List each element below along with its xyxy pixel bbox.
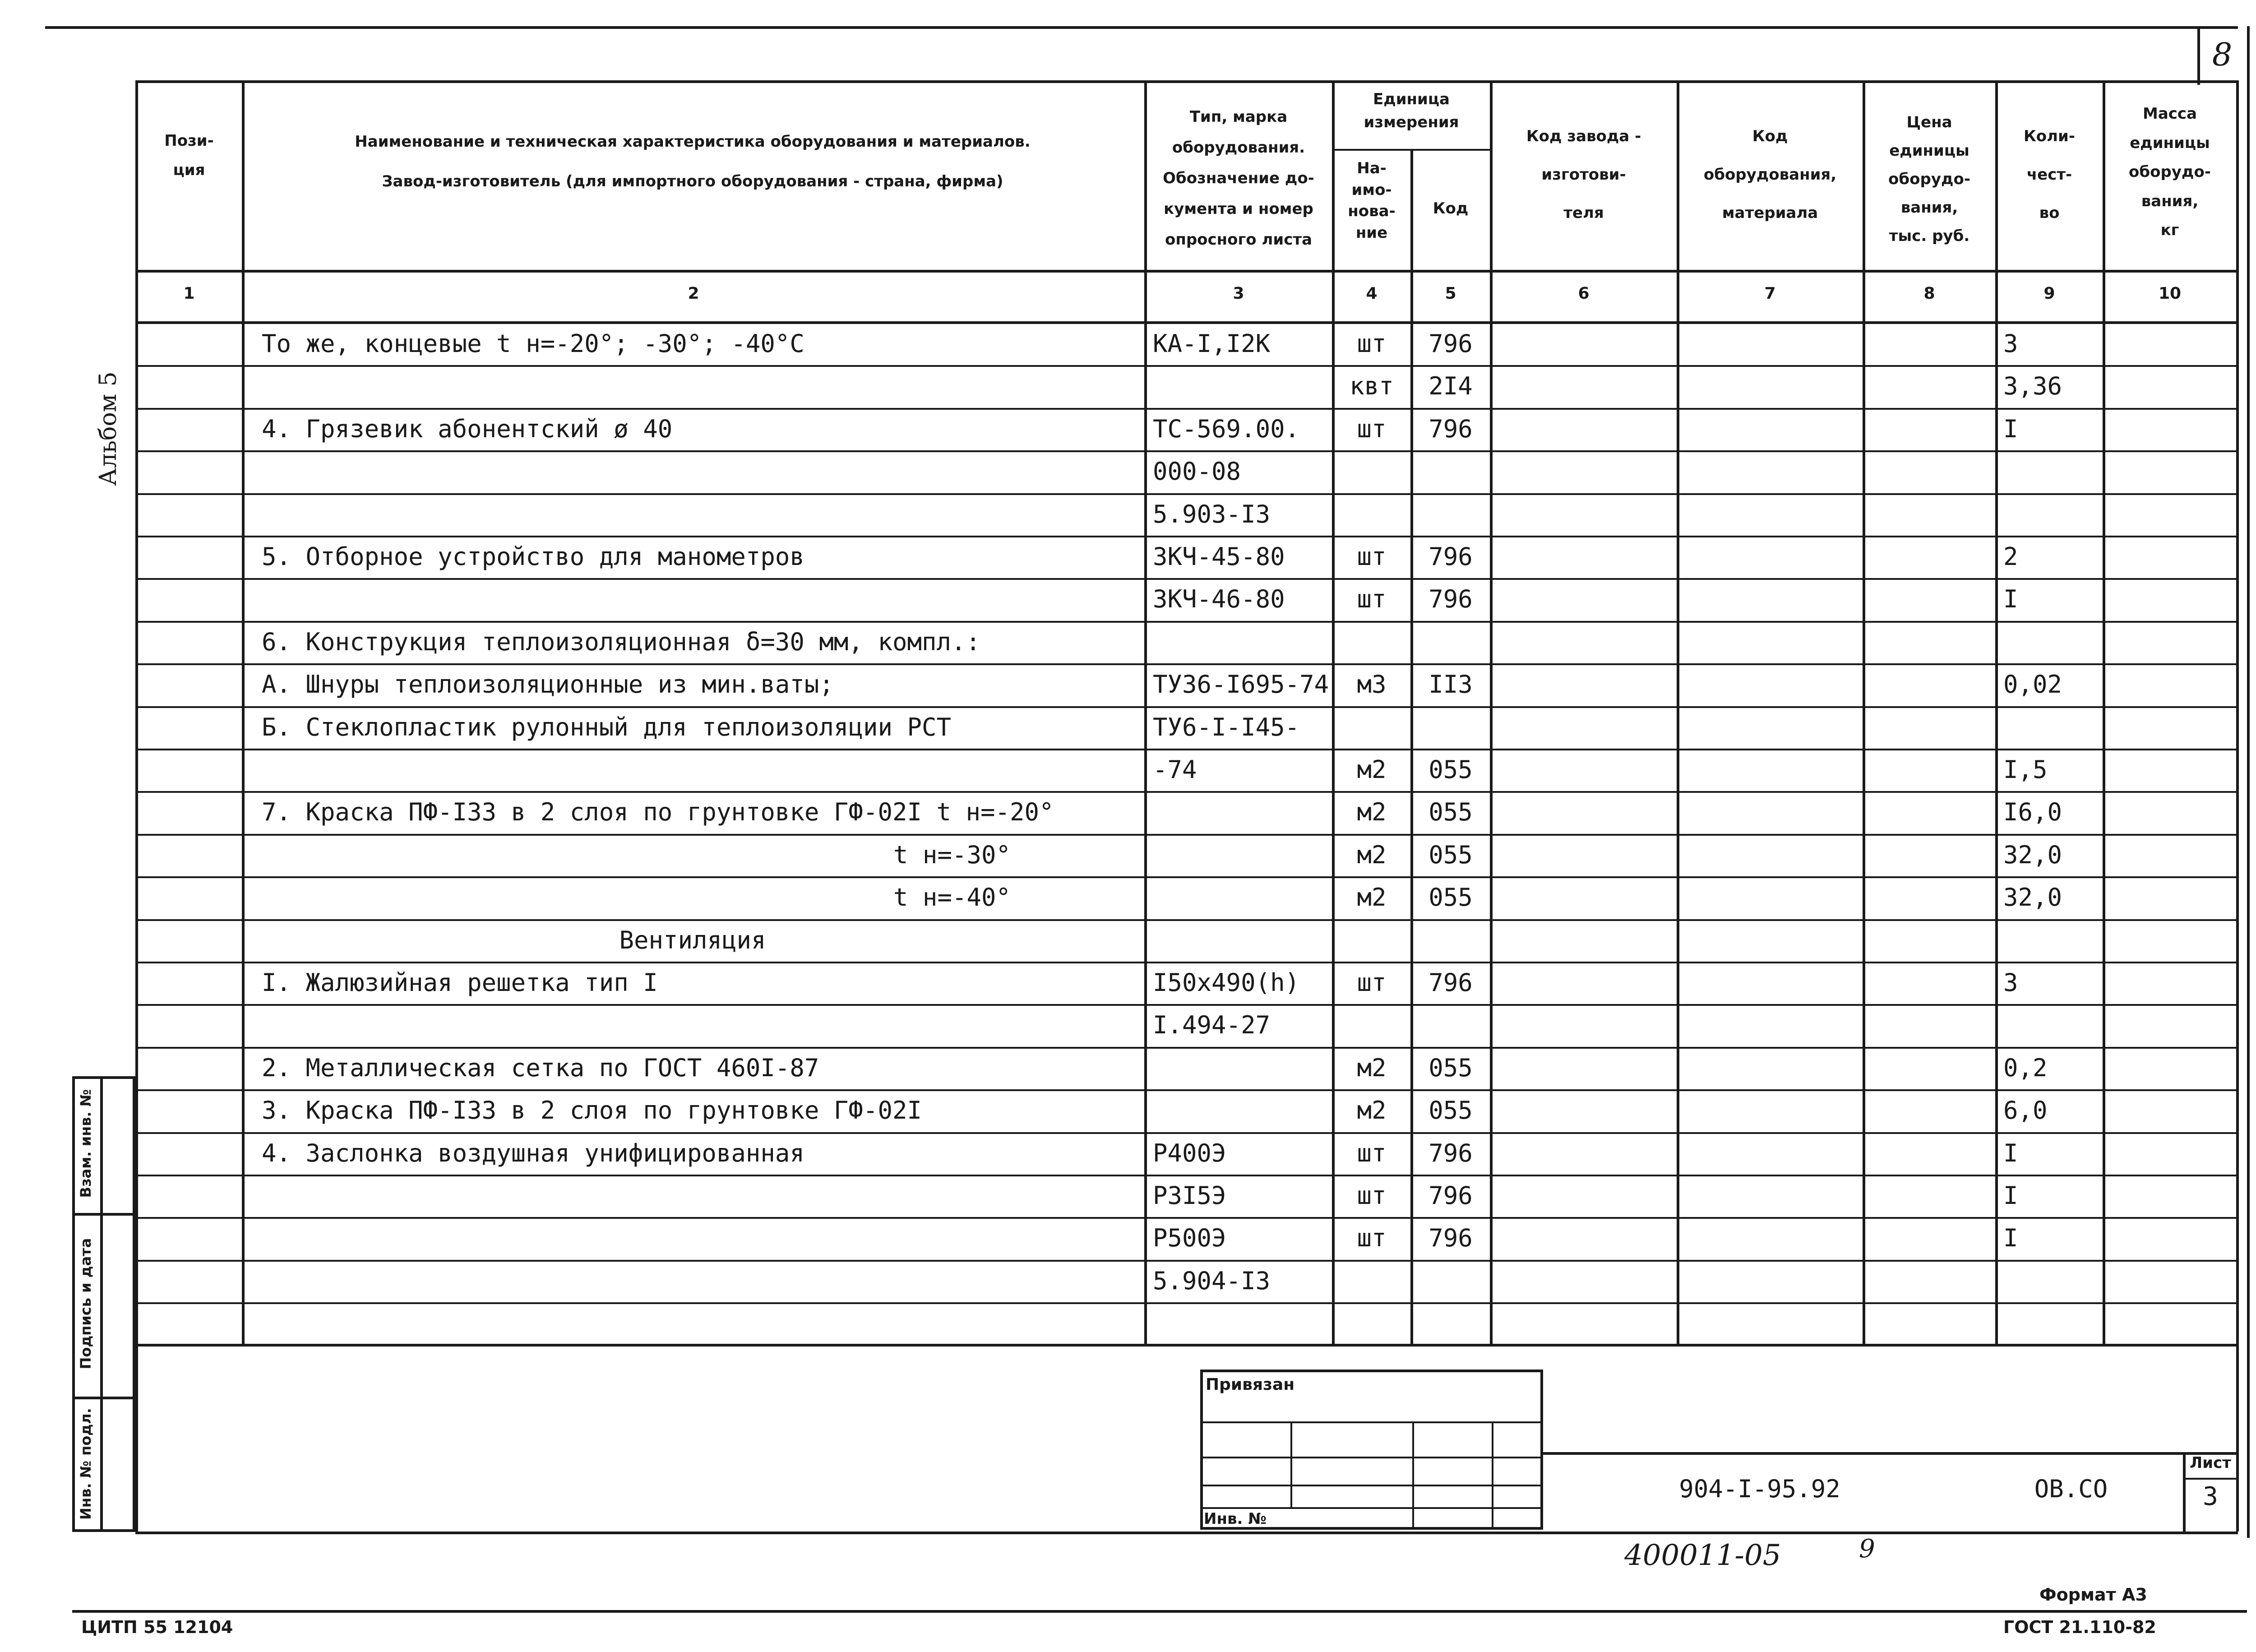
item-quantity: I6,0 [2003, 798, 2062, 826]
colnum-6: 6 [1578, 284, 1590, 303]
row-separator [135, 1175, 2238, 1176]
item-type-mark: I50x490(h) [1153, 968, 1300, 997]
row-separator [135, 536, 2238, 537]
bottom-border-line [72, 1610, 2247, 1613]
item-type-mark: -74 [1153, 755, 1197, 784]
col-numbers-bottom-line [135, 321, 2238, 324]
item-name: t н=-40° [893, 883, 1011, 912]
item-type-mark: Р3I5Э [1153, 1181, 1226, 1210]
item-name: 6. Конструкция теплоизоляционная δ=30 мм, компл.: [262, 628, 981, 656]
item-type-mark: ТУ36-I695-74 [1153, 670, 1329, 699]
item-unit-code: 796 [1428, 968, 1473, 997]
colnum-7: 7 [1764, 284, 1776, 303]
item-name: То же, концевые t н=-20°; -30°; -40°С [262, 329, 804, 358]
item-quantity: 32,0 [2003, 883, 2062, 912]
item-name: 2. Металлическая сетка по ГОСТ 460I-87 [262, 1054, 819, 1082]
header-col1: Пози- ция [164, 132, 214, 179]
unit-group-line [1332, 149, 1490, 151]
handwritten-number: 400011-05 [1624, 1539, 1781, 1572]
item-unit-code: 055 [1428, 798, 1473, 826]
stamp-sheet-split-line [2183, 1478, 2237, 1480]
sheet-number-top: 8 [2212, 36, 2233, 73]
item-unit-code: 055 [1428, 755, 1473, 784]
row-separator [135, 578, 2238, 580]
item-unit: шт [1357, 968, 1387, 997]
item-unit: м2 [1357, 1054, 1387, 1082]
col-sep-2 [1144, 80, 1147, 1344]
row-separator [135, 706, 2238, 708]
item-unit-code: 055 [1428, 883, 1473, 912]
item-unit-code: 796 [1428, 585, 1473, 613]
item-quantity: I [2003, 415, 2018, 443]
item-type-mark: 5.904-I3 [1153, 1267, 1271, 1295]
item-quantity: 0,02 [2003, 670, 2062, 699]
footer-format: Формат А3 [2039, 1585, 2147, 1605]
colnum-3: 3 [1233, 284, 1244, 303]
item-unit-code: 796 [1428, 329, 1473, 358]
footer-org-code: ЦИТП 55 12104 [81, 1617, 233, 1637]
item-quantity: 3 [2003, 329, 2018, 358]
row-separator [135, 1132, 2238, 1134]
item-name: t н=-30° [893, 841, 1011, 869]
item-unit: м2 [1357, 1096, 1387, 1124]
item-unit-code: 2I4 [1428, 372, 1473, 400]
header-unit-group: Единица измерения [1364, 90, 1459, 131]
header-col8: Цена единицы оборудо- вания, тыс. руб. [1888, 113, 1970, 245]
item-name: 4. Заслонка воздушная унифицированная [262, 1139, 804, 1167]
stamp-doc-code: 904-I-95.92 [1679, 1475, 1840, 1503]
row-separator [135, 1302, 2238, 1304]
stamp-sheet-label: Лист [2190, 1454, 2231, 1472]
header-col5: Код [1433, 199, 1469, 217]
stamp-privyazan-label: Привязан [1206, 1375, 1295, 1394]
colnum-4: 4 [1366, 284, 1378, 303]
item-name: А. Шнуры теплоизоляционные из мин.ваты; [262, 670, 834, 699]
item-type-mark: ТУ6-I-I45- [1153, 713, 1300, 741]
item-quantity: 32,0 [2003, 841, 2062, 869]
item-unit: шт [1357, 415, 1387, 443]
item-name: 5. Отборное устройство для манометров [262, 542, 804, 571]
row-separator [135, 834, 2238, 836]
stamp-doc-mark: ОВ.СО [2034, 1475, 2108, 1503]
left-strip-podpis-data: Подпись и дата [77, 1238, 94, 1370]
header-col9: Коли- чест- во [2024, 127, 2075, 222]
stamp-vline-3 [1492, 1421, 1493, 1530]
album-label: Альбом 5 [95, 371, 122, 486]
top-border-line [45, 26, 2238, 29]
col-sep-1 [242, 80, 245, 1344]
sheet-box-left-line [2197, 26, 2200, 85]
item-unit: м3 [1357, 670, 1387, 699]
item-unit-code: 796 [1428, 1181, 1473, 1210]
item-unit: м2 [1357, 755, 1387, 784]
header-col2: Наименование и техническая характеристика оборудования и материалов. Завод-изготовитель (для импортного оборудования - страна, фирма) [355, 133, 1031, 191]
item-unit-code: 796 [1428, 1139, 1473, 1167]
item-quantity: 0,2 [2003, 1054, 2048, 1082]
item-unit-code: 796 [1428, 542, 1473, 571]
item-unit: шт [1357, 585, 1387, 613]
item-name: Б. Стеклопластик рулонный для теплоизоляции РСТ [262, 713, 952, 741]
row-separator [135, 408, 2238, 410]
row-separator [135, 791, 2238, 793]
item-unit-code: 055 [1428, 1054, 1473, 1082]
row-separator [135, 1047, 2238, 1049]
row-separator [135, 621, 2238, 623]
row-separator [135, 876, 2238, 878]
item-type-mark: Р500Э [1153, 1224, 1226, 1252]
table-top-line [135, 80, 2238, 83]
item-name: I. Жалюзийная решетка тип I [262, 968, 658, 997]
left-strip-inv-podl: Инв. № подл. [77, 1408, 94, 1520]
header-col10: Масса единицы оборудо- вания, кг [2129, 105, 2211, 240]
row-separator [135, 1217, 2238, 1219]
right-border-line [2247, 26, 2250, 1538]
item-unit: м2 [1357, 798, 1387, 826]
item-name: Вентиляция [619, 926, 766, 954]
left-strip-vzam-inv: Взам. инв. № [77, 1089, 94, 1198]
item-type-mark: КА-I,I2К [1153, 329, 1271, 358]
footer-gost: ГОСТ 21.110-82 [2003, 1617, 2156, 1637]
row-separator [135, 919, 2238, 921]
header-col3: Тип, марка оборудования. Обозначение до- кумента и номер опросного листа [1163, 108, 1314, 249]
item-quantity: 2 [2003, 542, 2018, 571]
col-sep-6 [1677, 80, 1679, 1344]
colnum-10: 10 [2158, 284, 2182, 303]
item-type-mark: I.494-27 [1153, 1011, 1271, 1039]
handwritten-small: 9 [1859, 1534, 1875, 1564]
item-unit: шт [1357, 1139, 1387, 1167]
left-strip-split [100, 1076, 103, 1532]
row-separator [135, 1089, 2238, 1091]
item-unit: шт [1357, 542, 1387, 571]
col-sep-9 [2103, 80, 2105, 1344]
frame-bottom-line [135, 1532, 2238, 1534]
item-unit: шт [1357, 1181, 1387, 1210]
row-separator [135, 365, 2238, 367]
row-separator [135, 493, 2238, 495]
stamp-main-top-line [1543, 1452, 2238, 1455]
item-unit: шт [1357, 1224, 1387, 1252]
item-quantity: I,5 [2003, 755, 2048, 784]
row-separator [135, 450, 2238, 452]
header-col7: Код оборудования, материала [1703, 127, 1837, 222]
row-separator [135, 962, 2238, 963]
colnum-2: 2 [688, 284, 699, 303]
item-type-mark: 5.903-I3 [1153, 500, 1271, 528]
header-col4: На- имо- нова- ние [1348, 159, 1396, 242]
item-name: 4. Грязевик абонентский ø 40 [262, 415, 673, 443]
item-unit: шт [1357, 329, 1387, 358]
colnum-5: 5 [1445, 284, 1456, 303]
item-quantity: I [2003, 585, 2018, 613]
header-col6: Код завода - изготови- теля [1526, 127, 1641, 222]
row-separator [135, 1260, 2238, 1262]
table-bottom-line [135, 1344, 2238, 1347]
item-unit: м2 [1357, 841, 1387, 869]
item-unit-code: 796 [1428, 415, 1473, 443]
stamp-inv-no-label: Инв. № [1204, 1510, 1267, 1528]
colnum-9: 9 [2043, 284, 2055, 303]
item-quantity: 3,36 [2003, 372, 2062, 400]
item-quantity: 6,0 [2003, 1096, 2048, 1124]
item-type-mark: 000-08 [1153, 457, 1241, 486]
stamp-vline-1 [1290, 1421, 1292, 1507]
row-separator [135, 749, 2238, 750]
col-sep-7 [1863, 80, 1865, 1344]
stamp-vline-2 [1412, 1421, 1414, 1530]
row-separator [135, 663, 2238, 665]
item-type-mark: ТС-569.00. [1153, 415, 1300, 443]
item-unit-code: 055 [1428, 1096, 1473, 1124]
colnum-1: 1 [183, 284, 195, 303]
item-unit-code: II3 [1428, 670, 1473, 699]
item-type-mark: ЗКЧ-45-80 [1153, 542, 1285, 571]
col-sep-5 [1490, 80, 1493, 1344]
item-name: 3. Краска ПФ-I33 в 2 слоя по грунтовке ГФ-02I [262, 1096, 922, 1124]
item-type-mark: Р400Э [1153, 1139, 1226, 1167]
stamp-sheet-value: 3 [2203, 1482, 2218, 1511]
item-quantity: I [2003, 1224, 2018, 1252]
item-type-mark: ЗКЧ-46-80 [1153, 585, 1285, 613]
item-unit: квт [1350, 372, 1394, 400]
table-right-line [2236, 80, 2239, 1532]
item-name: 7. Краска ПФ-I33 в 2 слоя по грунтовке ГФ-02I t н=-20° [262, 798, 1054, 826]
item-unit: м2 [1357, 883, 1387, 912]
header-bottom-line [135, 270, 2238, 273]
colnum-8: 8 [1923, 284, 1935, 303]
item-unit-code: 055 [1428, 841, 1473, 869]
item-quantity: I [2003, 1181, 2018, 1210]
item-unit-code: 796 [1428, 1224, 1473, 1252]
item-quantity: 3 [2003, 968, 2018, 997]
item-quantity: I [2003, 1139, 2018, 1167]
row-separator [135, 1004, 2238, 1006]
col-sep-8 [1995, 80, 1998, 1344]
